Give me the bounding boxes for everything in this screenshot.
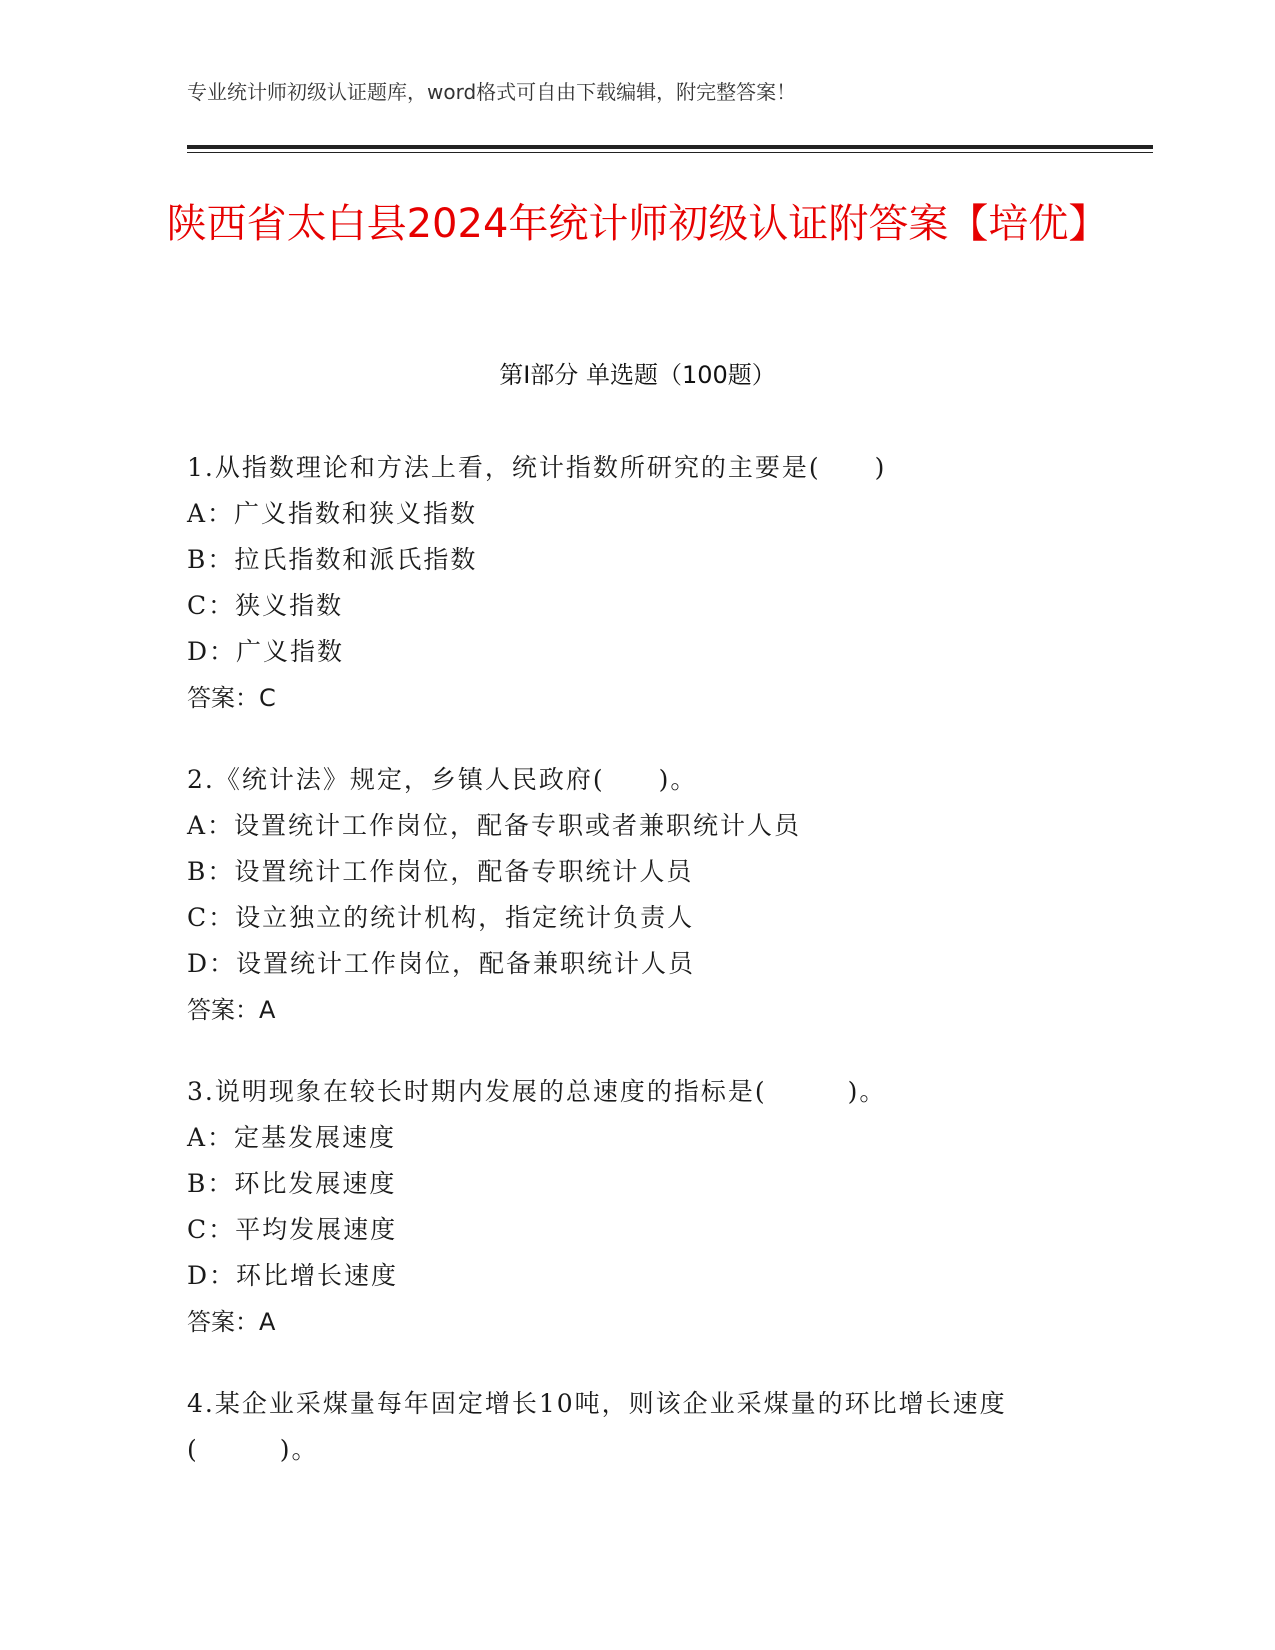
question-stem-line-2: ( )。 <box>187 1435 319 1464</box>
option-a: A：定基发展速度 <box>187 1123 397 1152</box>
header-note: 专业统计师初级认证题库，word格式可自由下载编辑，附完整答案！ <box>187 80 797 104</box>
option-b: B：设置统计工作岗位，配备专职统计人员 <box>187 857 694 886</box>
question-stem-line-1: 4.某企业采煤量每年固定增长10吨，则该企业采煤量的环比增长速度 <box>187 1389 1007 1418</box>
question-stem: 3.说明现象在较长时期内发展的总速度的指标是( )。 <box>187 1077 887 1106</box>
answer: 答案：A <box>187 1308 276 1336</box>
option-c: C：狭义指数 <box>187 591 344 620</box>
question-list <box>187 445 1087 1509</box>
answer: 答案：C <box>187 684 276 712</box>
option-d: D：广义指数 <box>187 637 345 666</box>
header-rule-thick <box>187 145 1153 149</box>
option-b: B：环比发展速度 <box>187 1169 397 1198</box>
question-1 <box>187 445 1087 721</box>
question-4 <box>187 1381 1087 1473</box>
header-rule-thin <box>187 152 1153 153</box>
option-a: A：广义指数和狭义指数 <box>187 499 478 528</box>
option-d: D：设置统计工作岗位，配备兼职统计人员 <box>187 949 696 978</box>
option-c: C：设立独立的统计机构，指定统计负责人 <box>187 903 695 932</box>
option-d: D：环比增长速度 <box>187 1261 399 1290</box>
option-b: B：拉氏指数和派氏指数 <box>187 545 478 574</box>
question-stem: 1.从指数理论和方法上看，统计指数所研究的主要是( ) <box>187 453 887 482</box>
question-stem: 2.《统计法》规定，乡镇人民政府( )。 <box>187 765 698 794</box>
option-a: A：设置统计工作岗位，配备专职或者兼职统计人员 <box>187 811 802 840</box>
option-c: C：平均发展速度 <box>187 1215 398 1244</box>
answer: 答案：A <box>187 996 276 1024</box>
question-2 <box>187 757 1087 1033</box>
question-3 <box>187 1069 1087 1345</box>
document-title: 陕西省太白县2024年统计师初级认证附答案【培优】 <box>166 201 1109 247</box>
section-title: 第Ⅰ部分 单选题（100题） <box>499 361 776 389</box>
